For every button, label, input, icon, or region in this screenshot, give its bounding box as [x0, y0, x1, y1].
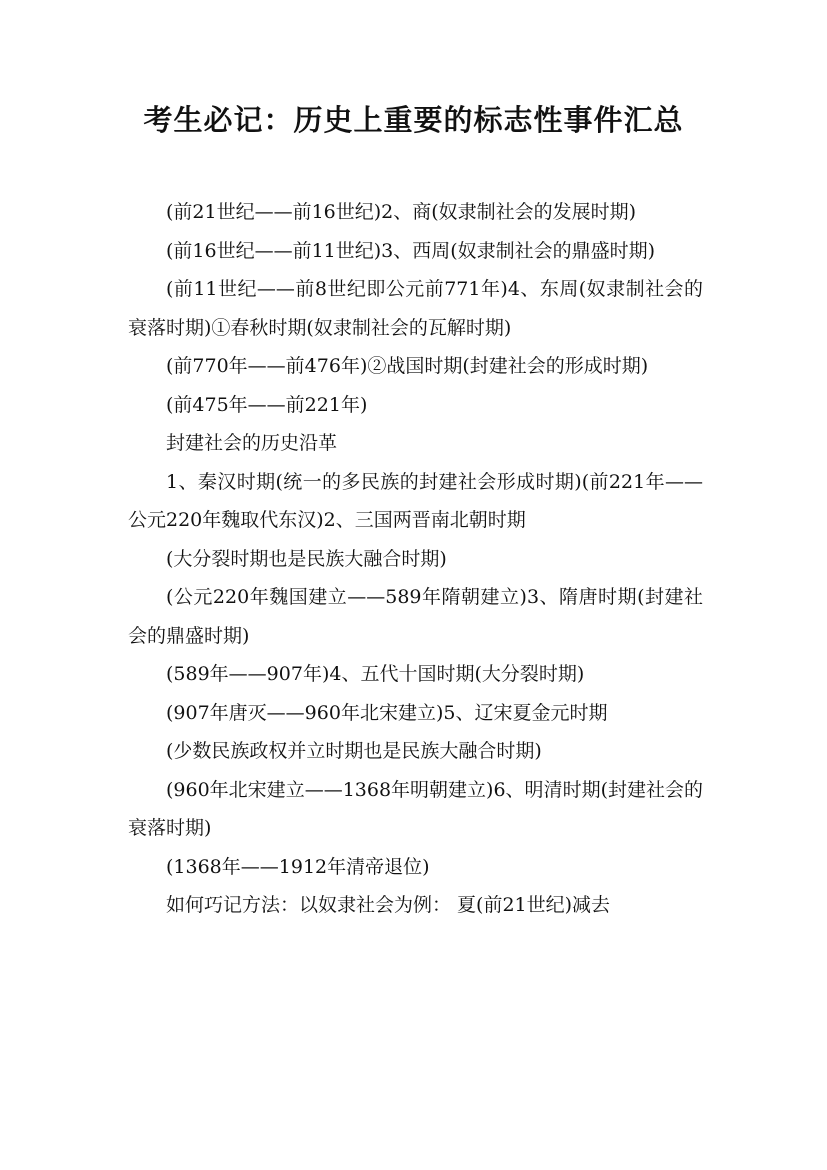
paragraph: (前475年——前221年) — [166, 393, 368, 416]
paragraph: (前16世纪——前11世纪)3、西周(奴隶制社会的鼎盛时期) — [166, 239, 656, 262]
paragraph: (前770年——前476年)②战国时期(封建社会的形成时期) — [166, 355, 649, 377]
paragraph: (大分裂时期也是民族大融合时期) — [166, 547, 447, 570]
paragraph: (589年——907年)4、五代十国时期(大分裂时期) — [166, 663, 585, 685]
paragraph: (前21世纪——前16世纪)2、商(奴隶制社会的发展时期) — [166, 201, 637, 223]
paragraph: (907年唐灭——960年北宋建立)5、辽宋夏金元时期 — [166, 701, 608, 724]
paragraph: (前11世纪——前8世纪即公元前771年)4、东周(奴隶制社会的衰落时期)①春秋时期(奴隶制社会的瓦解时期) — [128, 278, 703, 339]
document-title: 考生必记：历史上重要的标志性事件汇总 — [143, 103, 684, 137]
paragraph: (960年北宋建立——1368年明朝建立)6、明清时期(封建社会的衰落时期) — [128, 778, 703, 839]
paragraph: 1、秦汉时期(统一的多民族的封建社会形成时期)(前221年——公元220年魏取代东汉)2、三国两晋南北朝时期 — [128, 470, 703, 531]
paragraph: 封建社会的历史沿革 — [166, 432, 338, 454]
paragraph: (1368年——1912年清帝退位) — [166, 855, 430, 878]
paragraph: (公元220年魏国建立——589年隋朝建立)3、隋唐时期(封建社会的鼎盛时期) — [128, 586, 703, 647]
document-body — [128, 193, 703, 925]
paragraph: 如何巧记方法：以奴隶社会为例： 夏(前21世纪)减去 — [166, 894, 611, 916]
paragraph: (少数民族政权并立时期也是民族大融合时期) — [166, 740, 542, 762]
